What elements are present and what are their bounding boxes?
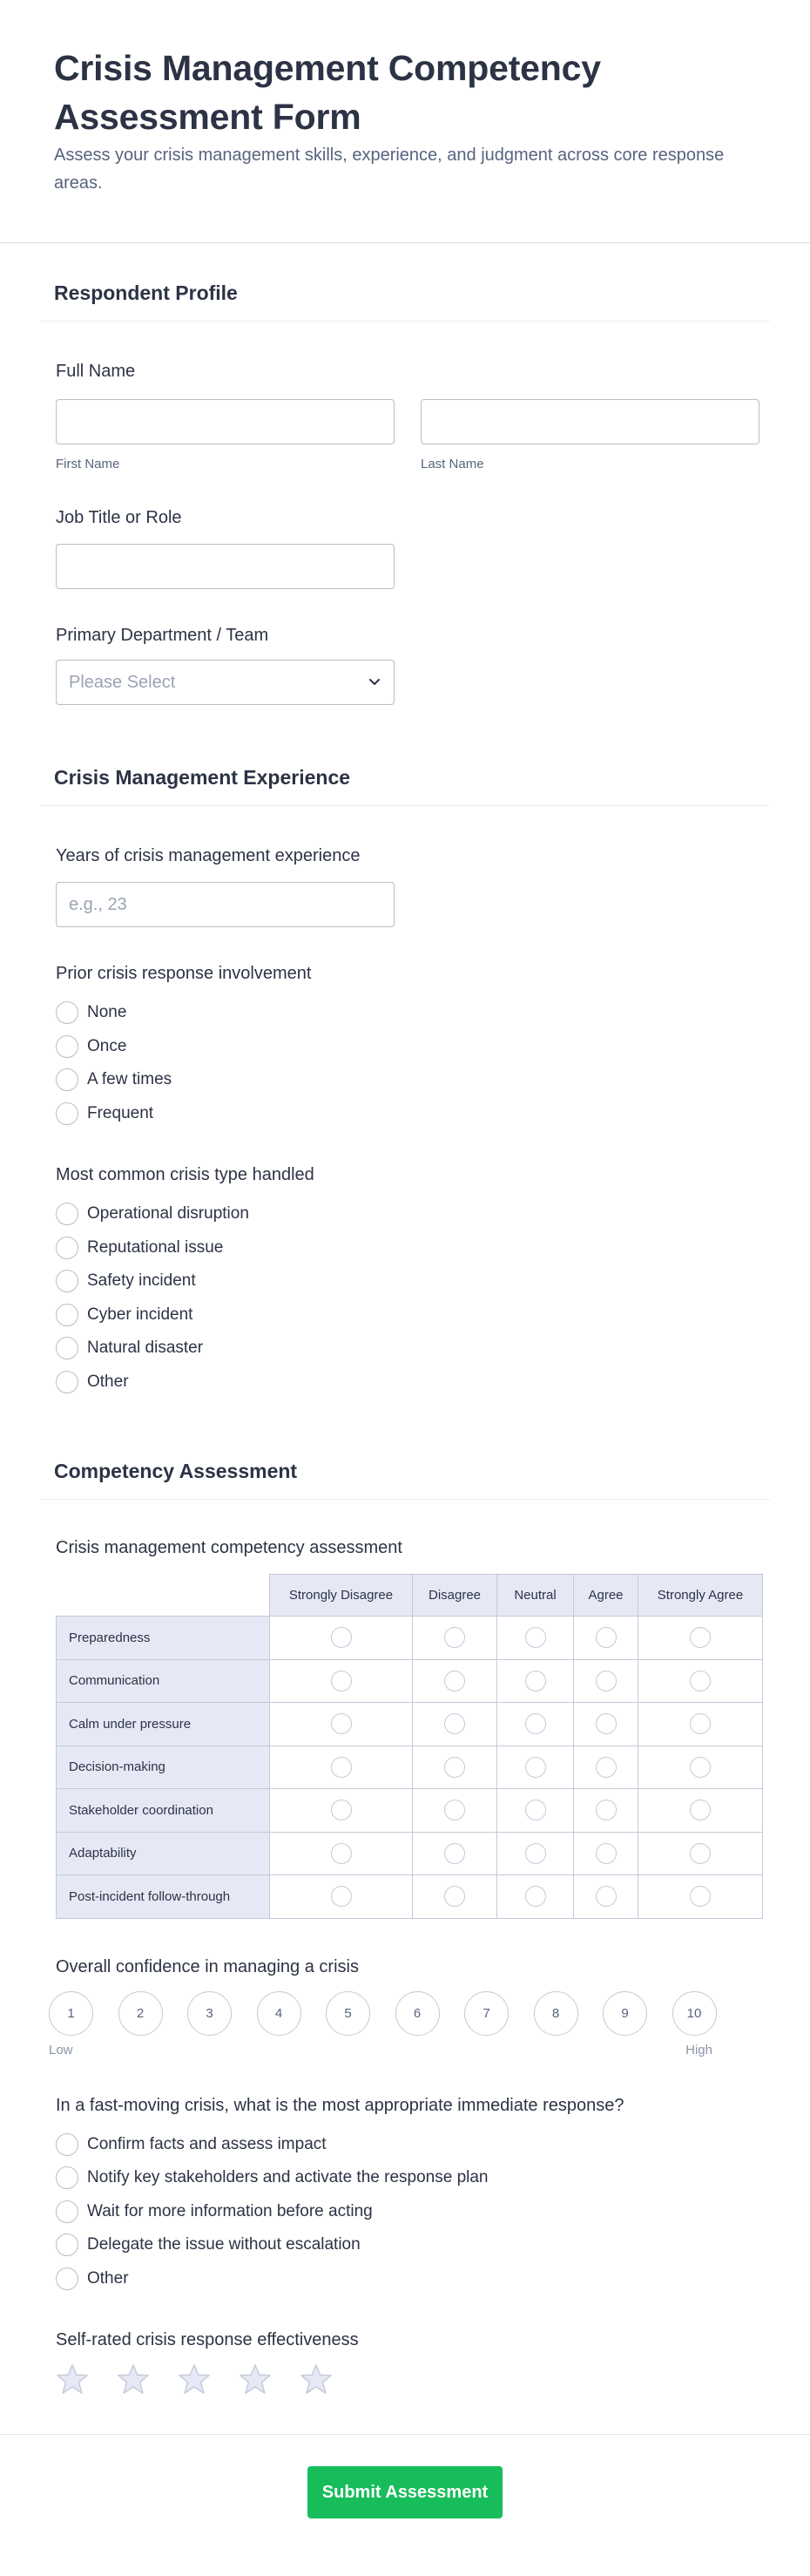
matrix-radio[interactable] <box>331 1671 352 1691</box>
matrix-row <box>57 1832 763 1875</box>
effectiveness-field <box>0 2330 810 2396</box>
matrix-cell <box>574 1875 638 1919</box>
matrix-cell <box>413 1703 497 1746</box>
response-options <box>56 2128 754 2296</box>
crisis-type-option[interactable] <box>56 1264 754 1298</box>
radio-button[interactable] <box>56 2234 78 2256</box>
involvement-options <box>56 996 754 1130</box>
radio-button[interactable] <box>56 1371 78 1393</box>
star-rating <box>56 2362 754 2396</box>
matrix-radio[interactable] <box>690 1843 711 1864</box>
matrix-row <box>57 1746 763 1789</box>
matrix-radio[interactable] <box>444 1800 465 1820</box>
radio-button[interactable] <box>56 1270 78 1292</box>
matrix-column-header: Disagree <box>413 1575 497 1617</box>
star-icon[interactable] <box>300 2362 333 2396</box>
section-title: Crisis Management Experience <box>54 766 351 789</box>
radio-button[interactable] <box>56 1203 78 1225</box>
confidence-scale <box>49 1991 754 2036</box>
crisis-type-option[interactable] <box>56 1197 754 1231</box>
matrix-row <box>57 1875 763 1919</box>
matrix-radio[interactable] <box>596 1627 617 1648</box>
matrix-cell <box>574 1832 638 1875</box>
involvement-option[interactable] <box>56 996 754 1030</box>
matrix-radio[interactable] <box>596 1713 617 1734</box>
form-subtitle: Assess your crisis management skills, experience, and judgment across core response areas. <box>54 146 725 193</box>
section-title: Competency Assessment <box>54 1460 298 1482</box>
matrix-radio[interactable] <box>690 1713 711 1734</box>
matrix-cell <box>574 1746 638 1789</box>
matrix-row-label: Stakeholder coordination <box>57 1789 270 1833</box>
matrix-radio[interactable] <box>525 1757 546 1778</box>
matrix-radio[interactable] <box>525 1800 546 1820</box>
matrix-column-header: Agree <box>574 1575 638 1617</box>
matrix-cell <box>638 1875 763 1919</box>
matrix-cell <box>270 1875 413 1919</box>
scale-option[interactable]: 5 <box>326 1991 370 2036</box>
form-title: Crisis Management Competency Assessment Form <box>54 48 601 137</box>
scale-high-label: High <box>685 2042 712 2057</box>
matrix-row-label: Communication <box>57 1659 270 1703</box>
matrix-cell <box>497 1659 574 1703</box>
crisis-type-field <box>0 1165 810 1399</box>
matrix-radio[interactable] <box>596 1671 617 1691</box>
matrix-radio[interactable] <box>690 1671 711 1691</box>
matrix-cell <box>413 1875 497 1919</box>
matrix-cell <box>497 1746 574 1789</box>
radio-button[interactable] <box>56 2133 78 2156</box>
matrix-cell <box>638 1832 763 1875</box>
radio-button[interactable] <box>56 2268 78 2290</box>
crisis-type-option[interactable] <box>56 1231 754 1265</box>
department-label: Primary Department / Team <box>56 626 269 645</box>
matrix-cell <box>497 1832 574 1875</box>
matrix-cell <box>413 1659 497 1703</box>
matrix-radio[interactable] <box>331 1843 352 1864</box>
crisis-type-option[interactable] <box>56 1366 754 1400</box>
matrix-row <box>57 1617 763 1660</box>
scale-option[interactable]: 4 <box>257 1991 301 2036</box>
matrix-cell <box>270 1832 413 1875</box>
matrix-radio[interactable] <box>690 1757 711 1778</box>
matrix-radio[interactable] <box>444 1886 465 1907</box>
radio-label: A few times <box>87 1070 172 1089</box>
matrix-radio[interactable] <box>331 1757 352 1778</box>
scale-option[interactable]: 3 <box>187 1991 232 2036</box>
matrix-radio[interactable] <box>525 1713 546 1734</box>
matrix-radio[interactable] <box>444 1671 465 1691</box>
matrix-cell <box>574 1659 638 1703</box>
first-name-sublabel: First Name <box>56 457 120 471</box>
last-name-sublabel: Last Name <box>421 457 484 471</box>
matrix-cell <box>413 1746 497 1789</box>
scale-low-label: Low <box>49 2042 73 2057</box>
matrix-radio[interactable] <box>331 1886 352 1907</box>
radio-label: Other <box>87 2268 129 2288</box>
full-name-label: Full Name <box>56 362 136 381</box>
matrix-cell <box>638 1703 763 1746</box>
matrix-radio[interactable] <box>596 1843 617 1864</box>
submit-area <box>0 2434 810 2571</box>
star-icon[interactable] <box>239 2362 272 2396</box>
involvement-option[interactable] <box>56 1063 754 1097</box>
department-select[interactable] <box>56 660 395 705</box>
radio-button[interactable] <box>56 1237 78 1259</box>
radio-button[interactable] <box>56 2200 78 2223</box>
radio-label: Notify key stakeholders and activate the response plan <box>87 2168 489 2187</box>
matrix-radio[interactable] <box>690 1627 711 1648</box>
scale-option[interactable]: 8 <box>534 1991 578 2036</box>
matrix-column-header: Strongly Agree <box>638 1575 763 1617</box>
response-option[interactable] <box>56 2195 754 2229</box>
radio-label: Natural disaster <box>87 1339 204 1358</box>
matrix-row <box>57 1789 763 1833</box>
radio-button[interactable] <box>56 1068 78 1091</box>
radio-button[interactable] <box>56 1304 78 1326</box>
involvement-option[interactable] <box>56 1030 754 1064</box>
radio-label: Wait for more information before acting <box>87 2201 373 2220</box>
response-option[interactable] <box>56 2262 754 2296</box>
effectiveness-label: Self-rated crisis response effectiveness <box>56 2330 359 2349</box>
full-name-field <box>0 362 810 471</box>
matrix-row-label: Calm under pressure <box>57 1703 270 1746</box>
matrix-cell <box>574 1789 638 1833</box>
radio-button[interactable] <box>56 1337 78 1359</box>
radio-label: Cyber incident <box>87 1305 193 1324</box>
involvement-label: Prior crisis response involvement <box>56 964 312 983</box>
matrix-cell <box>270 1703 413 1746</box>
matrix-radio[interactable] <box>690 1886 711 1907</box>
matrix-radio[interactable] <box>525 1627 546 1648</box>
matrix-radio[interactable] <box>596 1886 617 1907</box>
matrix-cell <box>497 1875 574 1919</box>
matrix-row-label: Decision-making <box>57 1746 270 1789</box>
matrix-radio[interactable] <box>525 1843 546 1864</box>
submit-button[interactable]: Submit Assessment <box>307 2466 503 2518</box>
radio-label: Operational disruption <box>87 1204 249 1224</box>
response-option[interactable] <box>56 2228 754 2262</box>
section-title: Respondent Profile <box>54 281 238 304</box>
matrix-cell <box>413 1617 497 1660</box>
radio-label: None <box>87 1003 127 1022</box>
response-option[interactable] <box>56 2161 754 2195</box>
matrix-radio[interactable] <box>596 1800 617 1820</box>
matrix-cell <box>413 1789 497 1833</box>
section-crisis-experience <box>40 705 770 806</box>
matrix-radio[interactable] <box>690 1800 711 1820</box>
star-icon[interactable] <box>56 2362 89 2396</box>
star-icon[interactable] <box>117 2362 150 2396</box>
years-label: Years of crisis management experience <box>56 846 361 865</box>
matrix-row-label: Post-incident follow-through <box>57 1875 270 1919</box>
matrix-column-header: Neutral <box>497 1575 574 1617</box>
radio-button[interactable] <box>56 1102 78 1125</box>
matrix-radio[interactable] <box>331 1627 352 1648</box>
matrix-radio[interactable] <box>596 1757 617 1778</box>
job-title-label: Job Title or Role <box>56 508 182 527</box>
crisis-type-options <box>56 1197 754 1399</box>
radio-label: Once <box>87 1036 127 1055</box>
matrix-cell <box>638 1659 763 1703</box>
star-icon[interactable] <box>178 2362 211 2396</box>
department-field <box>0 626 810 705</box>
competency-matrix <box>56 1574 763 1919</box>
matrix-cell <box>638 1789 763 1833</box>
scale-option[interactable]: 6 <box>395 1991 440 2036</box>
job-title-input[interactable] <box>56 544 395 589</box>
matrix-corner <box>57 1575 270 1617</box>
radio-label: Frequent <box>87 1103 154 1122</box>
matrix-row-label: Adaptability <box>57 1832 270 1875</box>
response-label: In a fast-moving crisis, what is the most appropriate immediate response? <box>56 2095 624 2115</box>
matrix-radio[interactable] <box>444 1757 465 1778</box>
scale-option[interactable]: 9 <box>603 1991 647 2036</box>
matrix-radio[interactable] <box>444 1713 465 1734</box>
matrix-row-label: Preparedness <box>57 1617 270 1660</box>
department-select-placeholder: Please Select <box>69 672 176 692</box>
radio-label: Confirm facts and assess impact <box>87 2134 327 2153</box>
matrix-radio[interactable] <box>331 1713 352 1734</box>
scale-option[interactable]: 2 <box>118 1991 163 2036</box>
radio-label: Reputational issue <box>87 1237 224 1257</box>
involvement-field <box>0 964 810 1130</box>
matrix-cell <box>497 1703 574 1746</box>
matrix-radio[interactable] <box>525 1671 546 1691</box>
last-name-input[interactable] <box>421 399 759 444</box>
response-field <box>0 2096 810 2296</box>
involvement-option[interactable] <box>56 1097 754 1131</box>
years-field <box>0 846 810 927</box>
matrix-radio[interactable] <box>331 1800 352 1820</box>
matrix-label: Crisis management competency assessment <box>56 1538 402 1557</box>
matrix-radio[interactable] <box>444 1843 465 1864</box>
matrix-cell <box>270 1789 413 1833</box>
matrix-cell <box>497 1617 574 1660</box>
radio-button[interactable] <box>56 1001 78 1024</box>
matrix-cell <box>638 1617 763 1660</box>
matrix-cell <box>270 1746 413 1789</box>
matrix-row <box>57 1703 763 1746</box>
confidence-field <box>0 1957 810 2057</box>
form-header <box>0 0 810 243</box>
matrix-row <box>57 1659 763 1703</box>
job-title-field <box>0 508 810 589</box>
years-input[interactable] <box>56 882 395 927</box>
radio-button[interactable] <box>56 1035 78 1058</box>
section-respondent-profile <box>40 243 770 322</box>
matrix-cell <box>638 1746 763 1789</box>
scale-option[interactable]: 1 <box>49 1991 93 2036</box>
response-option[interactable] <box>56 2128 754 2162</box>
matrix-cell <box>270 1659 413 1703</box>
crisis-type-option[interactable] <box>56 1298 754 1332</box>
section-competency-assessment <box>40 1399 770 1500</box>
matrix-radio[interactable] <box>525 1886 546 1907</box>
radio-label: Safety incident <box>87 1271 196 1291</box>
radio-button[interactable] <box>56 2166 78 2189</box>
confidence-label: Overall confidence in managing a crisis <box>56 1956 359 1976</box>
crisis-type-label: Most common crisis type handled <box>56 1165 314 1184</box>
chevron-down-icon <box>368 675 381 688</box>
matrix-cell <box>413 1832 497 1875</box>
crisis-type-option[interactable] <box>56 1332 754 1366</box>
matrix-column-header: Strongly Disagree <box>270 1575 413 1617</box>
matrix-cell <box>574 1703 638 1746</box>
radio-label: Delegate the issue without escalation <box>87 2235 361 2254</box>
matrix-cell <box>270 1617 413 1660</box>
matrix-radio[interactable] <box>444 1627 465 1648</box>
matrix-cell <box>497 1789 574 1833</box>
radio-label: Other <box>87 1372 129 1391</box>
scale-option[interactable]: 10 <box>672 1991 717 2036</box>
first-name-input[interactable] <box>56 399 395 444</box>
scale-option[interactable]: 7 <box>464 1991 509 2036</box>
matrix-field <box>0 1538 810 1919</box>
matrix-cell <box>574 1617 638 1660</box>
